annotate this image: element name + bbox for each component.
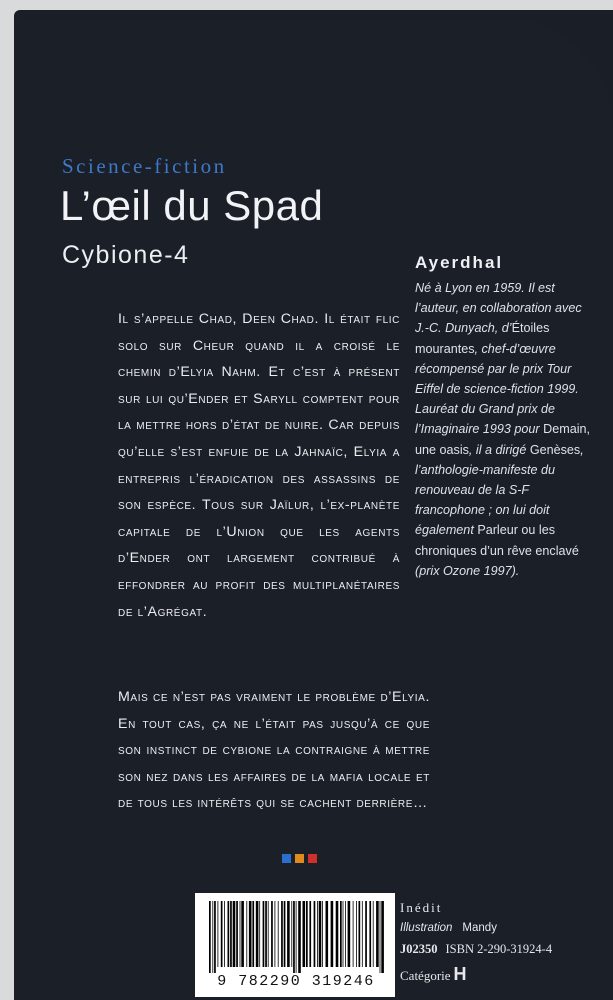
- barcode-bar: [228, 901, 230, 967]
- barcode-bar: [218, 901, 219, 967]
- barcode-bar: [268, 901, 269, 967]
- barcode-bars: [207, 901, 387, 973]
- barcode-bar: [303, 901, 306, 967]
- barcode-bar: [291, 901, 292, 967]
- author-bio-segment: (prix Ozone 1997).: [415, 563, 520, 578]
- barcode-bar: [306, 901, 308, 967]
- barcode-bar: [265, 901, 267, 967]
- barcode-bar: [343, 901, 344, 967]
- genre-label: Science-fiction: [62, 154, 227, 178]
- barcode-bar: [356, 901, 357, 967]
- barcode: [195, 893, 395, 997]
- illustration-credit: [400, 922, 497, 934]
- barcode-bar: [369, 901, 371, 967]
- author-bio-segment: , il a dirigé: [468, 442, 530, 457]
- barcode-bar: [236, 901, 238, 967]
- book-title: L’œil du Spad: [60, 182, 324, 229]
- barcode-bar: [233, 901, 236, 967]
- barcode-bar: [380, 901, 381, 973]
- author-bio-segment: Parleur: [477, 523, 518, 538]
- isbn: ISBN 2-290-31924-4: [445, 942, 553, 956]
- author-bio-segment: , l’anthologie-manifeste du renouveau de la S-F francophone ; on lui doit également: [415, 442, 584, 538]
- barcode-bar: [345, 901, 346, 967]
- barcode-bar: [271, 901, 273, 967]
- blurb-paragraph-1: Il s’appelle Chad, Deen Chad. Il était flic solo sur Cheur quand il a croisé le chemin d’Elyia Nahm. Et c’est à présent sur lui qu’Ender et Saryll comptent pour la mettre hors d’état de nuire. Car depuis qu’elle s’est enfuie de la Jahnaïc, Elyia a entrepris l’éradication des assassins de son espèce. Tous sur Jaïlur, l’ex-planète capitale de l’Union que les agents d’Ender ont largement contribué à effondrer au profit des multiplanétaires de l’Agrégat.: [118, 311, 400, 620]
- barcode-bar: [293, 901, 295, 973]
- author-bio: [415, 278, 591, 581]
- category-value: H: [453, 964, 467, 984]
- barcode-bar: [319, 901, 322, 967]
- barcode-bar: [209, 901, 211, 973]
- color-dot: [308, 854, 317, 863]
- barcode-bar: [275, 901, 276, 967]
- author-name: Ayerdhal: [415, 253, 504, 272]
- barcode-bar: [246, 901, 247, 967]
- barcode-bar: [256, 901, 259, 967]
- barcode-bar: [322, 901, 323, 967]
- author-bio-segment: Genèses: [529, 442, 581, 457]
- illustrator-name: Mandy: [462, 922, 497, 934]
- barcode-bar: [381, 901, 384, 973]
- author-bio-segment: Étoiles mourantes: [415, 321, 550, 356]
- barcode-bar: [252, 901, 254, 967]
- barcode-bar: [241, 901, 244, 967]
- barcode-bar: [359, 901, 361, 967]
- category: [400, 964, 467, 985]
- barcode-bar: [309, 901, 311, 967]
- author-bio-segment: , chef-d’œuvre récompensé par le prix Tour Eiffel de science-fiction 1999. Lauréat du Grand prix de l’Imaginaire 1993 pour: [415, 341, 579, 437]
- barcode-bar: [298, 901, 301, 973]
- author-bio-segment: Né à Lyon en 1959. Il est l’auteur, en collaboration avec J.-C. Dunyach, d’: [415, 281, 582, 336]
- barcode-bar: [284, 901, 286, 967]
- barcode-bar: [214, 901, 216, 973]
- barcode-bar: [326, 901, 329, 967]
- barcode-bar: [224, 901, 225, 967]
- category-label: Catégorie: [400, 968, 451, 983]
- barcode-bar: [278, 901, 279, 967]
- barcode-bar: [362, 901, 363, 967]
- barcode-bar: [221, 901, 223, 967]
- barcode-bar: [336, 901, 339, 967]
- inedit-label: Inédit: [400, 900, 443, 915]
- barcode-bar: [340, 901, 342, 967]
- series-subtitle: Cybione-4: [62, 241, 190, 269]
- barcode-bar: [240, 901, 241, 967]
- code-line: [400, 942, 552, 957]
- barcode-bar: [259, 901, 260, 967]
- barcode-bar: [263, 901, 265, 967]
- barcode-bar: [212, 901, 213, 973]
- color-dot: [295, 854, 304, 863]
- barcode-bar: [281, 901, 283, 967]
- barcode-bar: [296, 901, 297, 973]
- author-bio-segment: Demain, une oasis: [415, 422, 591, 457]
- barcode-bar: [314, 901, 316, 967]
- barcode-bar: [376, 901, 379, 967]
- author-bio-segment: ou les chroniques d’un rêve enclavé: [415, 523, 579, 558]
- barcode-bar: [249, 901, 252, 967]
- barcode-bar: [230, 901, 232, 967]
- barcode-bar: [365, 901, 367, 967]
- color-dots: [282, 854, 317, 863]
- barcode-bar: [317, 901, 318, 967]
- color-dot: [282, 854, 291, 863]
- barcode-bar: [287, 901, 290, 967]
- barcode-bar: [331, 901, 334, 967]
- barcode-digits: 9 782290 319246: [217, 973, 375, 990]
- book-code: J02350: [400, 942, 438, 956]
- barcode-bar: [353, 901, 354, 967]
- blurb-paragraph-2: Mais ce n’est pas vraiment le problème d’Elyia. En tout cas, ça ne l’était pas jusqu’à ce que son instinct de cybione la contraigne à mettre son nez dans les affaires de la mafia locale et de tous les intérêts qui se cachent derrière…: [118, 689, 430, 812]
- barcode-bar: [348, 901, 351, 967]
- barcode-bar: [373, 901, 374, 967]
- illustration-label: Illustration: [400, 922, 453, 934]
